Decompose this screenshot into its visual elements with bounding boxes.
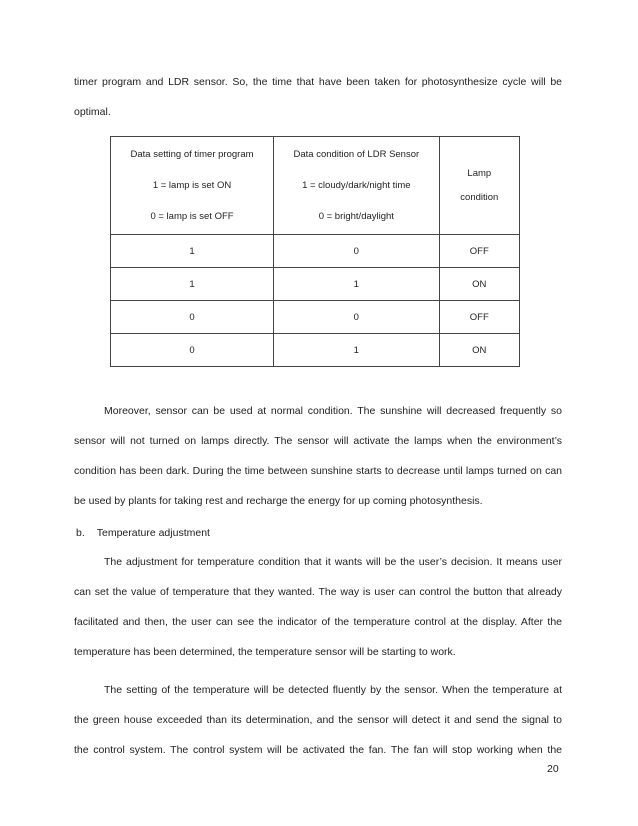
- table-cell: 1: [111, 268, 274, 301]
- header-title: Data setting of timer program: [130, 148, 254, 160]
- table-cell: 1: [111, 235, 274, 268]
- header-title: Data condition of LDR Sensor: [293, 148, 420, 160]
- header-line: Lamp: [467, 167, 492, 179]
- text-line: the green house exceeded than its determination, and the sensor will detect it and send the signal to: [74, 714, 562, 726]
- table-row: [111, 268, 520, 301]
- table-cell: 0: [274, 235, 440, 268]
- table-row: [111, 334, 520, 367]
- header-line: 0 = bright/daylight: [318, 210, 394, 222]
- page-number: 20: [547, 763, 559, 775]
- table-cell: OFF: [439, 235, 519, 268]
- text-line: the control system. The control system will be activated the fan. The fan will stop working when the: [74, 744, 562, 756]
- table-cell: 1: [274, 334, 440, 367]
- table-cell: 0: [111, 334, 274, 367]
- table-cell: OFF: [439, 301, 519, 334]
- lamp-condition-table: [110, 136, 520, 367]
- table-cell: ON: [439, 334, 519, 367]
- section-title: Temperature adjustment: [96, 527, 210, 539]
- text-line: condition has been dark. During the time between sunshine starts to decrease until lamps turned on can: [74, 465, 562, 477]
- header-line: condition: [460, 191, 499, 203]
- table-row: [111, 235, 520, 268]
- text-line: temperature has been determined, the temperature sensor will be starting to work.: [74, 646, 456, 658]
- table-cell: ON: [439, 268, 519, 301]
- header-timer-program: [111, 137, 274, 235]
- header-line: 0 = lamp is set OFF: [150, 210, 234, 222]
- header-line: 1 = lamp is set ON: [152, 179, 232, 191]
- table-cell: 1: [274, 268, 440, 301]
- text-line: optimal.: [74, 106, 111, 118]
- table-cell: 0: [111, 301, 274, 334]
- header-lamp-condition: [439, 137, 519, 235]
- text-line: facilitated and then, the user can see the indicator of the temperature control at the display. After the: [74, 616, 562, 628]
- table-cell: 0: [274, 301, 440, 334]
- header-ldr-sensor: [274, 137, 440, 235]
- section-heading: [76, 527, 210, 539]
- header-line: 1 = cloudy/dark/night time: [302, 179, 411, 191]
- text-line: timer program and LDR sensor. So, the time that have been taken for photosynthesize cycle will be: [74, 76, 562, 88]
- table-header-row: [111, 137, 520, 235]
- text-line: The adjustment for temperature condition that it wants will be the user’s decision. It means user: [104, 556, 562, 568]
- text-line: sensor will not turned on lamps directly. The sensor will activate the lamps when the environment’s: [74, 435, 562, 447]
- text-line: Moreover, sensor can be used at normal condition. The sunshine will decreased frequently so: [104, 405, 562, 417]
- text-line: can set the value of temperature that they wanted. The way is user can control the button that already: [74, 586, 562, 598]
- section-letter: b.: [76, 527, 85, 539]
- table-row: [111, 301, 520, 334]
- text-line: be used by plants for taking rest and recharge the energy for up coming photosynthesis.: [74, 495, 483, 507]
- text-line: The setting of the temperature will be detected fluently by the sensor. When the temperature at: [104, 684, 562, 696]
